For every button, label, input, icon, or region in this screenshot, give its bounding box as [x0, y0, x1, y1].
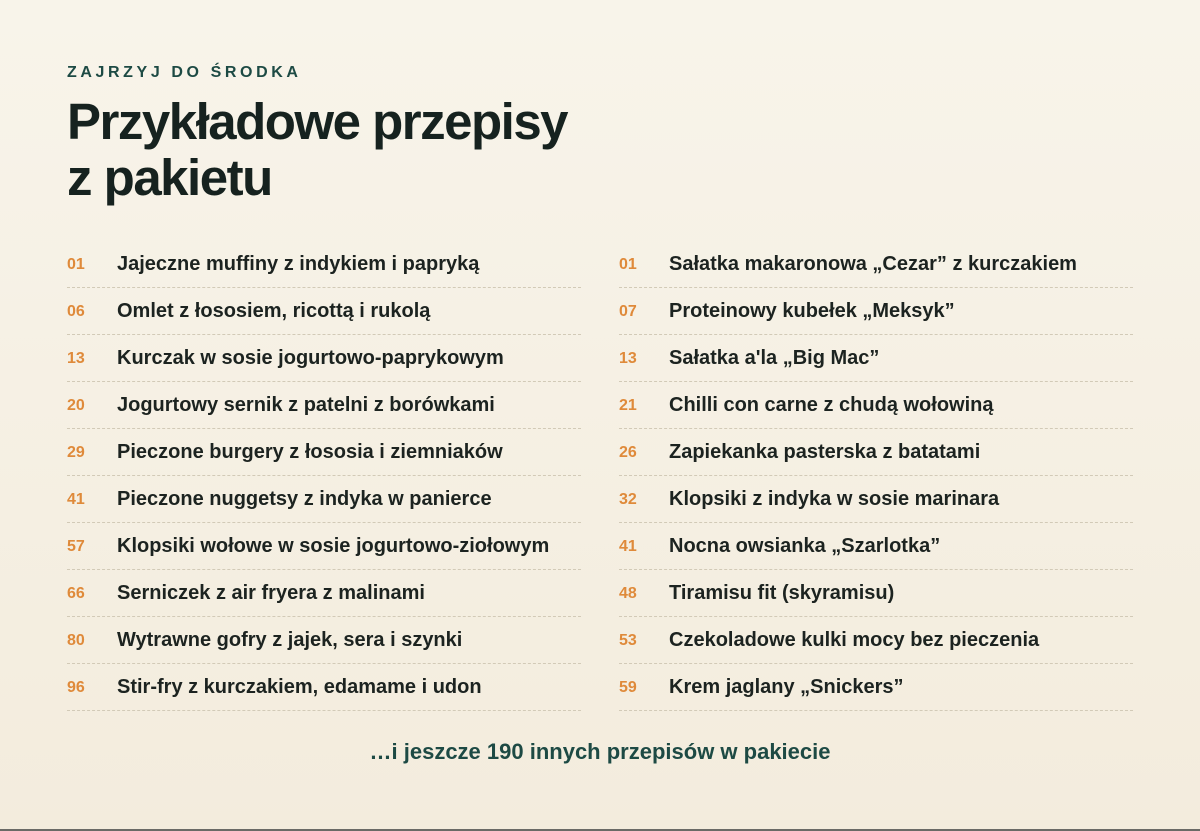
recipe-row: [67, 383, 581, 429]
recipe-name: Tiramisu fit (skyramisu): [669, 582, 895, 604]
more-recipes-note: …i jeszcze 190 innych przepisów w pakiecie: [369, 739, 831, 764]
recipe-page-number: 01: [619, 255, 637, 273]
recipe-row: [67, 289, 581, 335]
recipe-row: [67, 524, 581, 570]
recipe-page-number: 80: [67, 631, 85, 649]
recipe-page-number: 06: [67, 302, 85, 320]
recipe-list-right: [619, 242, 1133, 712]
recipe-page-number: 32: [619, 490, 637, 508]
recipe-name: Jogurtowy sernik z patelni z borówkami: [117, 394, 495, 416]
recipe-row: [619, 430, 1133, 476]
recipe-row: [619, 289, 1133, 335]
recipe-name: Chilli con carne z chudą wołowiną: [669, 394, 994, 416]
recipe-page-number: 66: [67, 584, 85, 602]
recipe-name: Stir-fry z kurczakiem, edamame i udon: [117, 676, 482, 698]
recipe-name: Sałatka makaronowa „Cezar” z kurczakiem: [669, 253, 1077, 275]
recipe-row: [619, 477, 1133, 523]
recipe-page-number: 20: [67, 396, 85, 414]
recipe-page-number: 07: [619, 302, 637, 320]
recipe-row: [619, 336, 1133, 382]
recipe-page-number: 01: [67, 255, 85, 273]
recipe-row: [67, 665, 581, 711]
recipe-name: Klopsiki wołowe w sosie jogurtowo-ziołowym: [117, 535, 550, 557]
recipe-page-number: 48: [619, 584, 637, 602]
recipe-name: Klopsiki z indyka w sosie marinara: [669, 488, 1000, 510]
recipe-row: [67, 477, 581, 523]
recipe-row: [619, 665, 1133, 711]
recipe-page-number: 13: [619, 349, 637, 367]
recipe-page-number: 96: [67, 678, 85, 696]
recipe-name: Sałatka a'la „Big Mac”: [669, 347, 880, 369]
recipe-name: Jajeczne muffiny z indykiem i papryką: [117, 253, 480, 275]
page-title-line-1: Przykładowe przepisy: [67, 93, 568, 150]
page-title-line-2: z pakietu: [67, 149, 272, 206]
recipe-row: [619, 524, 1133, 570]
recipe-list-left: [67, 242, 581, 712]
recipe-name: Pieczone nuggetsy z indyka w panierce: [117, 488, 492, 510]
recipe-row: [619, 618, 1133, 664]
section-eyebrow: ZAJRZYJ DO ŚRODKA: [67, 64, 302, 81]
recipe-row: [619, 242, 1133, 288]
page-title: [67, 94, 567, 206]
recipe-name: Nocna owsianka „Szarlotka”: [669, 535, 941, 557]
recipe-page-number: 21: [619, 396, 637, 414]
recipe-name: Omlet z łososiem, ricottą i rukolą: [117, 300, 431, 322]
recipe-row: [67, 430, 581, 476]
recipe-name: Pieczone burgery z łososia i ziemniaków: [117, 441, 503, 463]
recipe-row: [67, 242, 581, 288]
recipe-page-number: 41: [619, 537, 637, 555]
recipe-name: Czekoladowe kulki mocy bez pieczenia: [669, 629, 1040, 651]
recipe-row: [619, 571, 1133, 617]
recipe-row: [619, 383, 1133, 429]
recipe-page-number: 29: [67, 443, 85, 461]
recipe-row: [67, 336, 581, 382]
recipe-page-number: 59: [619, 678, 637, 696]
recipe-name: Zapiekanka pasterska z batatami: [669, 441, 981, 463]
recipe-name: Wytrawne gofry z jajek, sera i szynki: [117, 629, 463, 651]
recipe-row: [67, 571, 581, 617]
recipe-name: Serniczek z air fryera z malinami: [117, 582, 425, 604]
recipe-row: [67, 618, 581, 664]
recipe-page-number: 13: [67, 349, 85, 367]
recipe-name: Krem jaglany „Snickers”: [669, 676, 904, 698]
recipe-name: Kurczak w sosie jogurtowo-paprykowym: [117, 347, 504, 369]
recipe-page-number: 53: [619, 631, 637, 649]
recipe-name: Proteinowy kubełek „Meksyk”: [669, 300, 955, 322]
recipe-page-number: 26: [619, 443, 637, 461]
recipe-page-number: 57: [67, 537, 85, 555]
recipe-page-number: 41: [67, 490, 85, 508]
